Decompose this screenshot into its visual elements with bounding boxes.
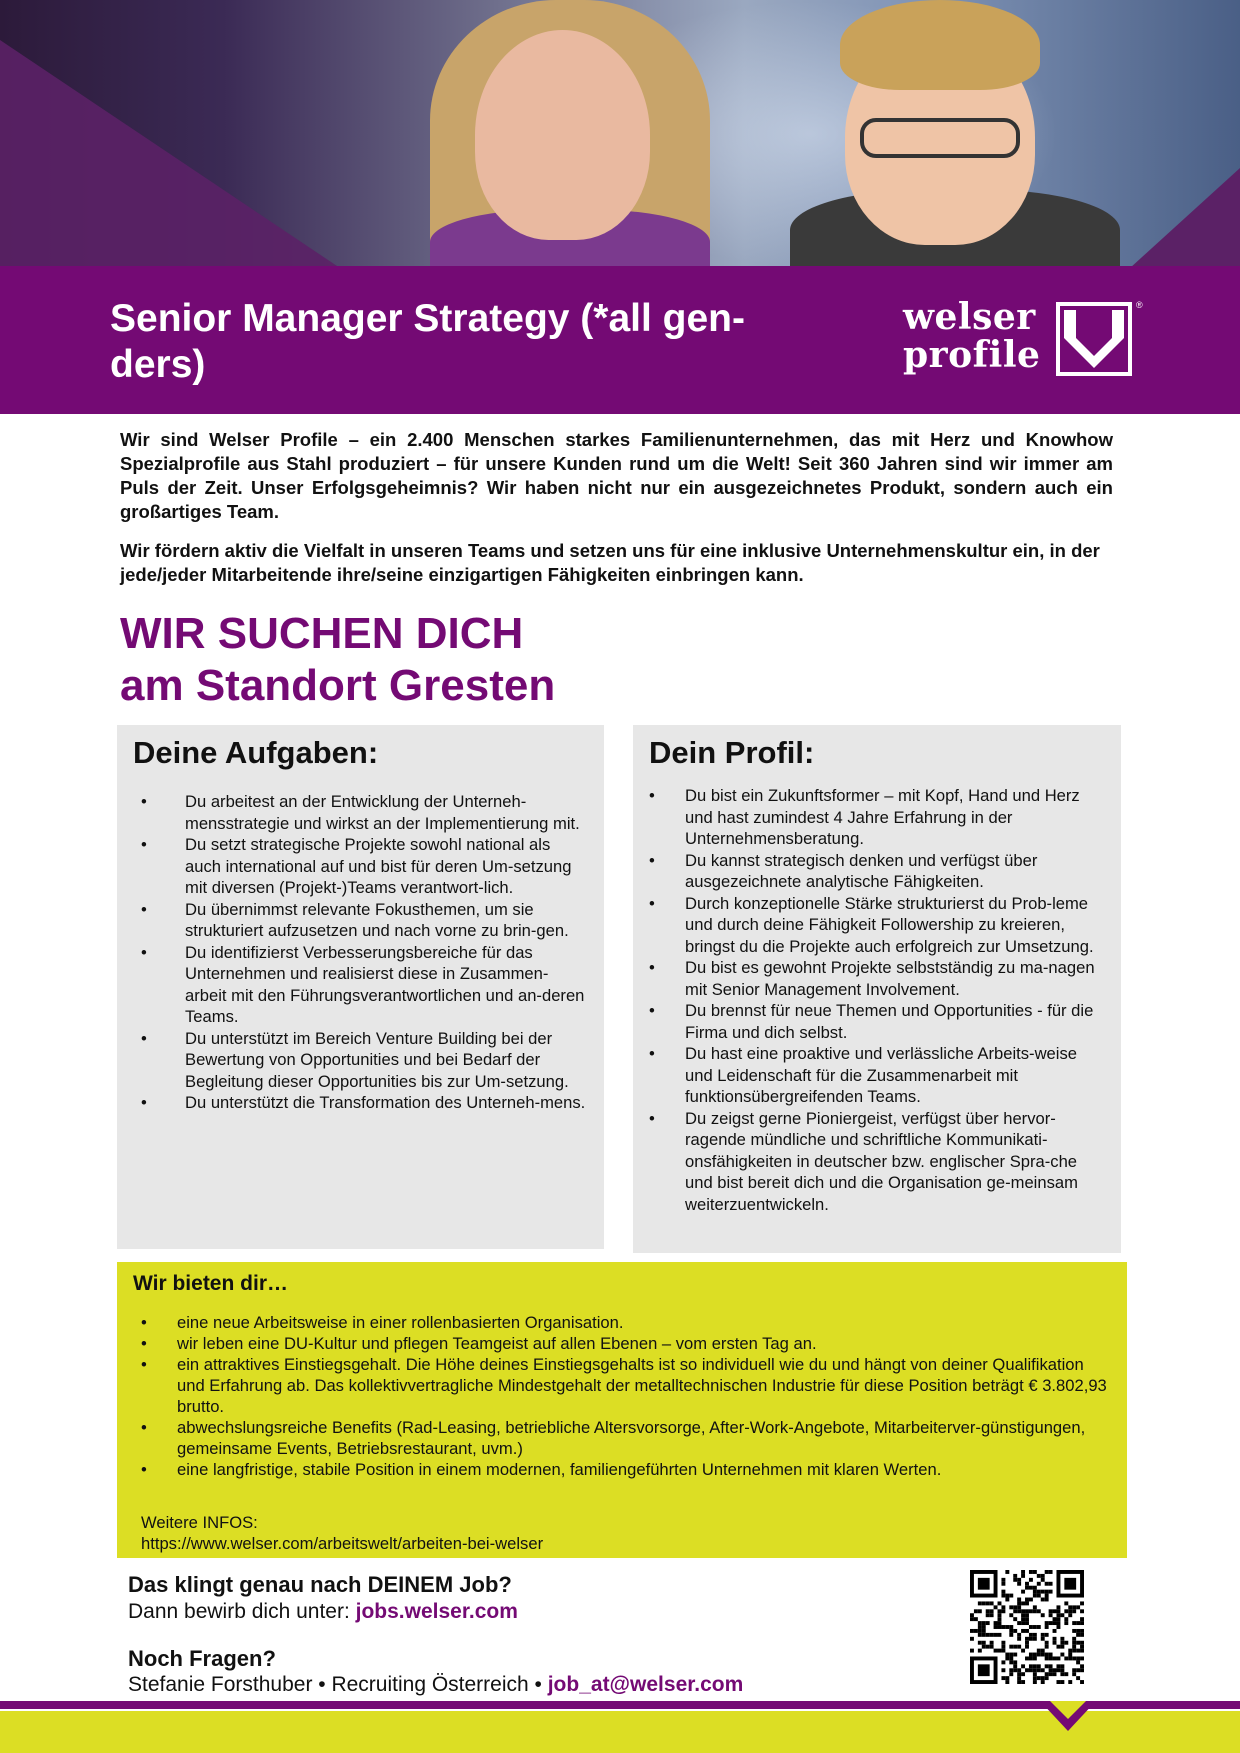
contact-email-link[interactable]: job_at@welser.com: [547, 1673, 744, 1696]
profile-title: Dein Profil:: [649, 735, 815, 770]
profile-panel: [633, 725, 1121, 1253]
registered-mark-icon: ®: [1136, 300, 1143, 310]
benefits-title: Wir bieten dir…: [133, 1272, 288, 1295]
list-item: • Du arbeitest an der Entwicklung der Unterneh-mensstrategie und wirkst an der Implementierung mit.: [141, 791, 586, 834]
apply-link[interactable]: jobs.welser.com: [355, 1600, 518, 1623]
list-item: • Du unterstützt die Transformation des Unterneh-mens.: [141, 1092, 586, 1114]
list-item: • Du bist ein Zukunftsformer – mit Kopf, Hand und Herz und hast zumindest 4 Jahre Erfahrung in der Unternehmensberatung.: [649, 785, 1104, 850]
list-item: • Du hast eine proaktive und verlässliche Arbeits-weise und Leidenschaft für die Zusammenarbeit mit funktionsübergreifenden Teams.: [649, 1043, 1104, 1108]
list-item: • ein attraktives Einstiegsgehalt. Die Höhe deines Einstiegsgehalts ist so individuell wie du und hängt von deiner Qualifikation und Erfahrung ab. Das kollektivvertragliche Mindestgehalt der metalltechnischen Industrie für diese Position beträgt € 3.802,93 brutto.: [141, 1354, 1109, 1417]
list-item: • Du bist es gewohnt Projekte selbstständig zu ma-nagen mit Senior Management Involvement.: [649, 957, 1104, 1000]
tasks-list: [141, 791, 586, 1114]
list-item: • eine langfristige, stabile Position in einem modernen, familiengeführten Unternehmen mit klaren Werten.: [141, 1459, 1109, 1480]
intro-paragraph-2: Wir fördern aktiv die Vielfalt in unseren Teams und setzen uns für eine inklusive Unternehmenskultur ein, in der jede/jeder Mitarbeitende ihre/seine einzigartigen Fähigkeiten einbringen kann.: [120, 540, 1100, 585]
list-item: • Du brennst für neue Themen und Opportunities - für die Firma und dich selbst.: [649, 1000, 1104, 1043]
list-item: • Du übernimmst relevante Fokusthemen, um sie strukturiert aufzusetzen und nach vorne zu brin-gen.: [141, 899, 586, 942]
job-title: Senior Manager Strategy (*all gen-ders): [110, 297, 745, 386]
benefits-panel: [117, 1262, 1127, 1558]
more-info-label: Weitere INFOS:: [141, 1513, 258, 1532]
list-item: • Du unterstützt im Bereich Venture Building bei der Bewertung von Opportunities und bei Bedarf der Begleitung dieser Opportunities bis zur Um-setzung.: [141, 1028, 586, 1093]
tasks-panel: [117, 725, 604, 1249]
man-hair: [840, 0, 1040, 90]
contact-line: [128, 1673, 743, 1697]
apply-line: [128, 1600, 518, 1624]
list-item: • Du kannst strategisch denken und verfügst über ausgezeichnete analytische Fähigkeiten.: [649, 850, 1104, 893]
list-item: • Durch konzeptionelle Stärke strukturierst du Prob-leme und durch deine Fähigkeit Followership zu kreieren, bringst du die Projekte auch erfolgreich zur Umsetzung.: [649, 893, 1104, 958]
tasks-title: Deine Aufgaben:: [133, 735, 379, 770]
list-item: • Du zeigst gerne Pioniergeist, verfügst über hervor-ragende mündliche und schriftliche Kommunikati-onsfähigkeiten in deutscher bzw. englischer Spra-che und bist bereit dich und die Organisation ge-meinsam weiterzuentwickeln.: [649, 1108, 1104, 1216]
qr-code-icon[interactable]: [970, 1570, 1084, 1684]
woman-face: [475, 30, 650, 240]
headline-line-1: WIR SUCHEN DICH: [120, 609, 524, 658]
contact-text: Stefanie Forsthuber • Recruiting Österreich •: [128, 1673, 548, 1696]
glasses: [860, 118, 1020, 158]
list-item: • abwechslungsreiche Benefits (Rad-Leasing, betriebliche Altersvorsorge, After-Work-Angebote, Mitarbeiterver-günstigungen, gemeinsame Events, Betriebsrestaurant, uvm.): [141, 1417, 1109, 1459]
qr-code-graphic: [970, 1570, 1084, 1684]
headline-line-2: am Standort Gresten: [120, 661, 556, 710]
profile-list: [649, 785, 1104, 1215]
welser-profile-logo-icon: [1056, 302, 1132, 376]
list-item: • wir leben eine DU-Kultur und pflegen Teamgeist auf allen Ebenen – vom ersten Tag an.: [141, 1333, 1109, 1354]
list-item: • Du identifizierst Verbesserungsbereiche für das Unternehmen und realisierst diese in Zusammen-arbeit mit den Führungsverantwortlichen und an-deren Teams.: [141, 942, 586, 1028]
more-info-link[interactable]: https://www.welser.com/arbeitswelt/arbeiten-bei-welser: [141, 1534, 544, 1553]
headline: [120, 608, 555, 712]
intro-paragraph-1: Wir sind Welser Profile – ein 2.400 Menschen starkes Familienunternehmen, das mit Herz und Knowhow Spezialprofile aus Stahl produziert – für unsere Kunden rund um die Welt! Seit 360 Jahren sind wir immer am Puls der Zeit. Unser Erfolgsgeheimnis? Wir haben nicht nur ein ausgezeichnetes Produkt, sondern auch ein großartiges Team.: [120, 429, 1113, 522]
logo-line-2: profile: [903, 334, 1041, 376]
decor-wedge-right: [1130, 168, 1240, 268]
list-item: • Du setzt strategische Projekte sowohl national als auch international auf und bist für deren Um-setzung mit diversen (Projekt-)Teams verantwort-lich.: [141, 834, 586, 899]
hero-photo: [0, 0, 1240, 268]
questions-title: Noch Fragen?: [128, 1646, 276, 1671]
logo-line-1: welser: [903, 296, 1036, 338]
list-item: • eine neue Arbeitsweise in einer rollenbasierten Organisation.: [141, 1312, 1109, 1333]
decor-wedge-left: [0, 40, 340, 268]
apply-text: Dann bewirb dich unter:: [128, 1600, 356, 1623]
benefits-list: [141, 1312, 1109, 1480]
apply-title: Das klingt genau nach DEINEM Job?: [128, 1572, 512, 1597]
company-logo-text: [903, 298, 1040, 374]
chevron-down-icon: [1040, 1701, 1096, 1737]
